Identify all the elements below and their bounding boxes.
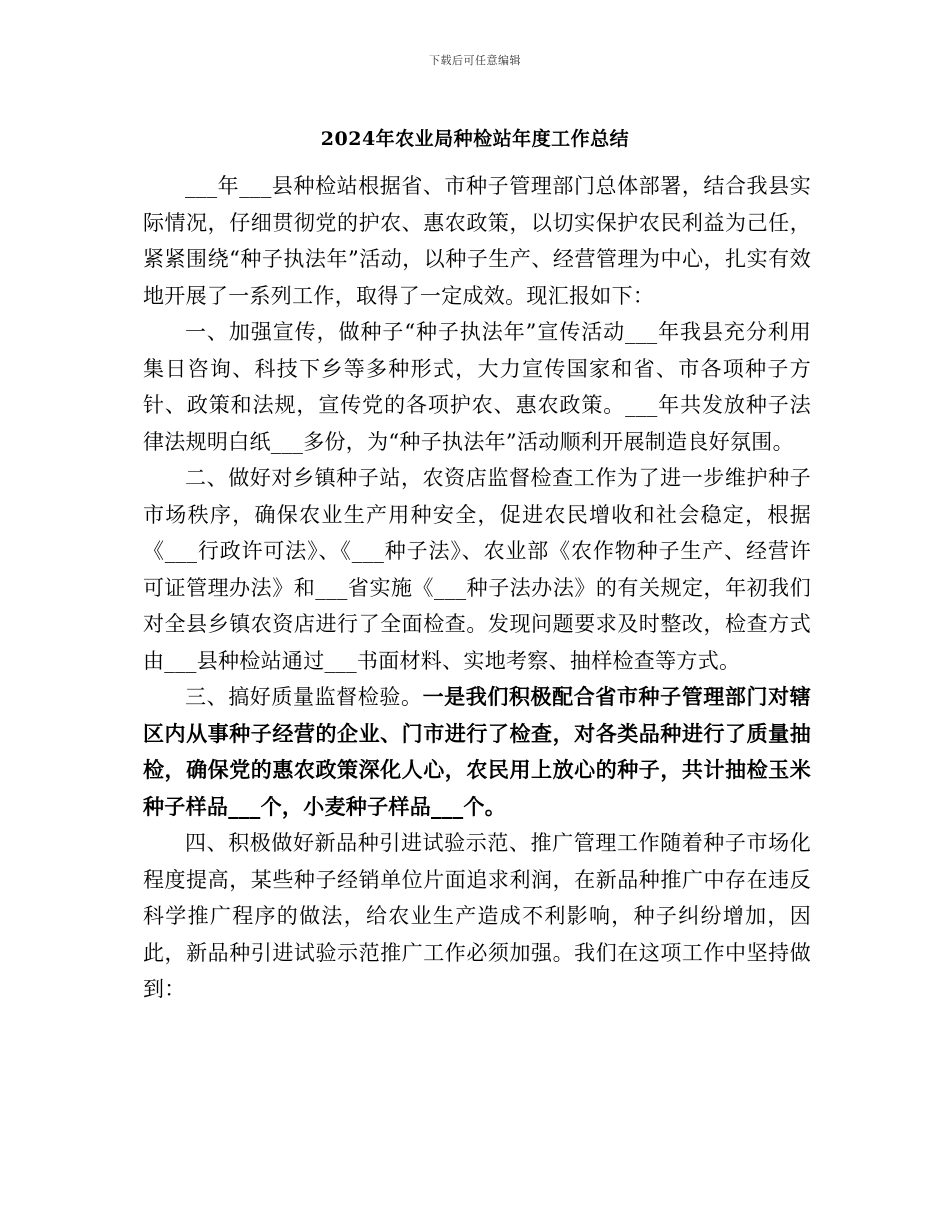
- paragraph-section-2: 二、做好对乡镇种子站，农资店监督检查工作为了进一步维护种子市场秩序，确保农业生产用种安全，促进农民增收和社会稳定，根据《___行政许可法》、《___种子法》、农业部《农作物种子生产、经营许可证管理办法》和___省实施《___种子法办法》的有关规定，年初我们对全县乡镇农资店进行了全面检查。发现问题要求及时整改，检查方式由___县种检站通过___书面材料、实地考察、抽样检查等方式。: [143, 466, 811, 673]
- document-title: 2024年农业局种检站年度工作总结: [320, 128, 630, 150]
- paragraph-intro: ___年___县种检站根据省、市种子管理部门总体部署，结合我县实际情况，仔细贯彻党的护农、惠农政策，以切实保护农民利益为己任，紧紧围绕“种子执法年”活动，以种子生产、经营管理为中心，扎实有效地开展了一系列工作，取得了一定成效。现汇报如下：: [143, 174, 811, 308]
- section-3-bold-text: 一是我们积极配合省市种子管理部门对辖区内从事种子经营的企业、门市进行了检查，对各类品种进行了质量抽检，确保党的惠农政策深化人心，农民用上放心的种子，共计抽检玉米种子样品___个，小麦种子样品___个。: [143, 684, 811, 819]
- section-3-lead: 三、搞好质量监督检验。: [185, 685, 423, 709]
- document-body: [143, 168, 811, 1008]
- paragraph-section-1: 一、加强宣传，做种子“种子执法年”宣传活动___年我县充分利用集日咨询、科技下乡等多种形式，大力宣传国家和省、市各项种子方针、政策和法规，宣传党的各项护农、惠农政策。___年共发放种子法律法规明白纸___多份，为“种子执法年”活动顺利开展制造良好氛围。: [143, 320, 811, 454]
- header-note: 下载后可任意编辑: [429, 54, 521, 67]
- paragraph-section-3: [143, 679, 811, 825]
- paragraph-section-4: 四、积极做好新品种引进试验示范、推广管理工作随着种子市场化程度提高，某些种子经销单位片面追求利润，在新品种推广中存在违反科学推广程序的做法，给农业生产造成不利影响，种子纠纷增加，因此，新品种引进试验示范推广工作必须加强。我们在这项工作中坚持做到：: [143, 831, 811, 1001]
